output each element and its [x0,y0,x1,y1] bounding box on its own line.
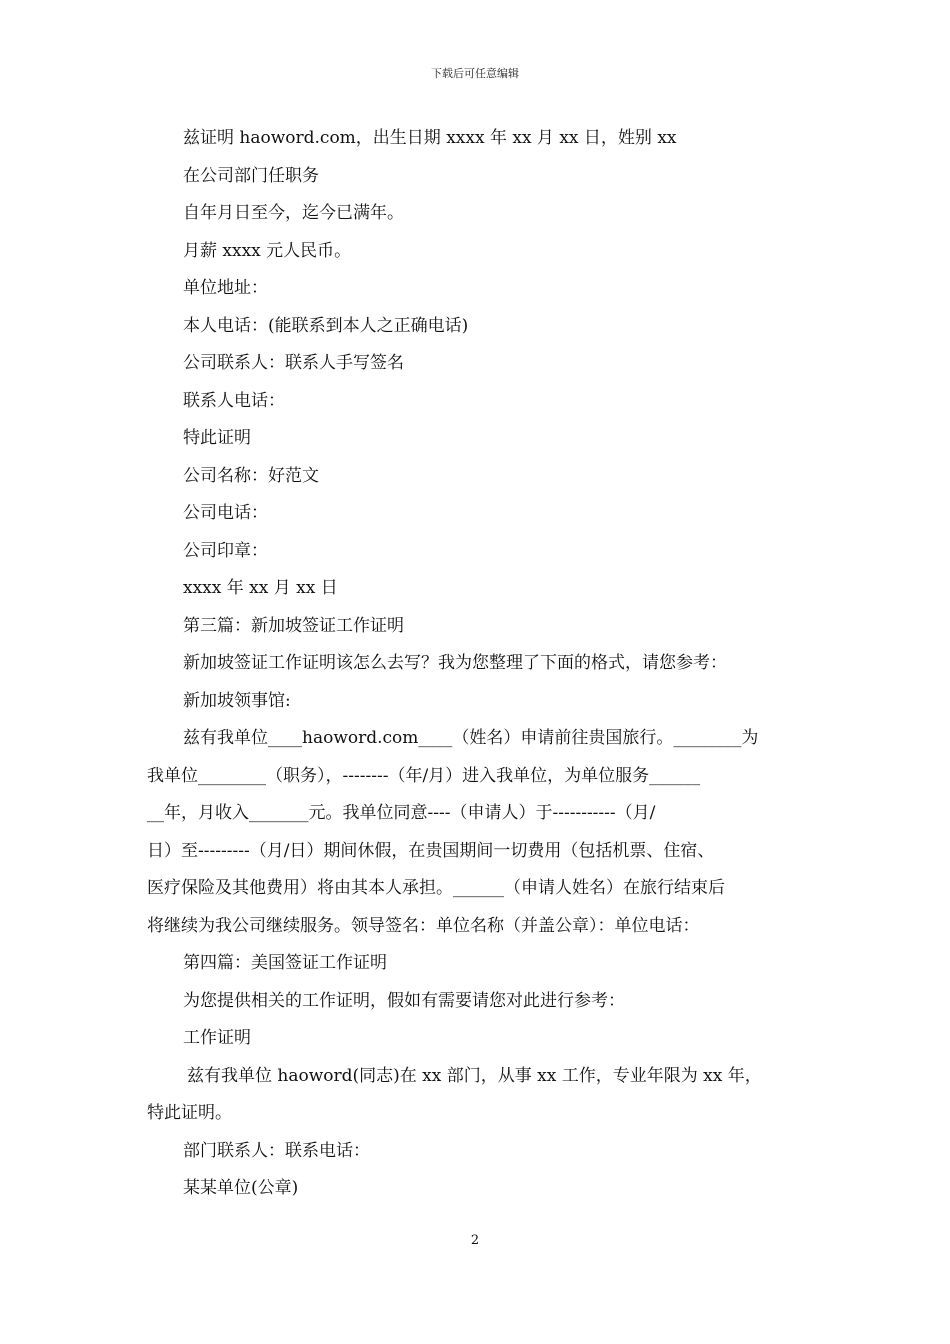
paragraph-line: 为您提供相关的工作证明，假如有需要请您对此进行参考： [183,990,625,1011]
paragraph-line: 特此证明 [183,428,251,448]
paragraph-line: 公司印章： [183,540,268,561]
document-body [147,120,823,1208]
paragraph-line: 月薪 xxxx 元人民币。 [183,240,352,261]
paragraph-line: 将继续为我公司继续服务。领导签名：单位名称（并盖公章）：单位电话： [147,915,700,936]
paragraph-line: 公司电话： [183,503,268,523]
paragraph-line: 公司联系人：联系人手写签名 [183,353,404,373]
paragraph-line: 本人电话：(能联系到本人之正确电话) [183,315,469,336]
section-heading: 第四篇：美国签证工作证明 [183,953,387,973]
paragraph-line: 联系人电话： [183,390,285,411]
paragraph-line: __年，月收入_______元。我单位同意----（申请人）于-----------（月/ [147,803,656,823]
paragraph-line: 兹有我单位____haoword.com____（姓名）申请前往贵国旅行。________为 [183,728,759,748]
paragraph-line: xxxx 年 xx 月 xx 日 [183,578,338,598]
page-number: 2 [470,1233,480,1248]
paragraph-line: 工作证明 [183,1028,251,1048]
paragraph-line: 日）至---------（月/日）期间休假，在贵国期间一切费用（包括机票、住宿、 [147,840,715,861]
page-header: 下载后可任意编辑 [431,67,519,80]
paragraph-line: 单位地址： [183,278,268,298]
paragraph-line: 我单位________（职务），--------（年/月）进入我单位，为单位服务______ [147,765,701,786]
paragraph-line: 自年月日至今，迄今已满年。 [183,203,404,223]
paragraph-line: 部门联系人：联系电话： [183,1140,370,1161]
paragraph-line: 某某单位(公章) [183,1178,299,1198]
paragraph-line: 新加坡签证工作证明该怎么去写？我为您整理了下面的格式，请您参考： [183,653,727,673]
paragraph-line: 新加坡领事馆: [183,690,291,711]
paragraph-line: 公司名称：好范文 [183,465,319,486]
section-heading: 第三篇：新加坡签证工作证明 [183,615,404,636]
paragraph-line: 在公司部门任职务 [183,165,319,186]
paragraph-line: 特此证明。 [147,1103,232,1123]
paragraph-line: 兹有我单位 haoword(同志)在 xx 部门，从事 xx 工作，专业年限为 xx 年， [187,1065,762,1086]
paragraph-line: 医疗保险及其他费用）将由其本人承担。______（申请人姓名）在旅行结束后 [147,878,725,898]
paragraph-line: 兹证明 haoword.com，出生日期 xxxx 年 xx 月 xx 日，姓别 xx [183,128,677,148]
